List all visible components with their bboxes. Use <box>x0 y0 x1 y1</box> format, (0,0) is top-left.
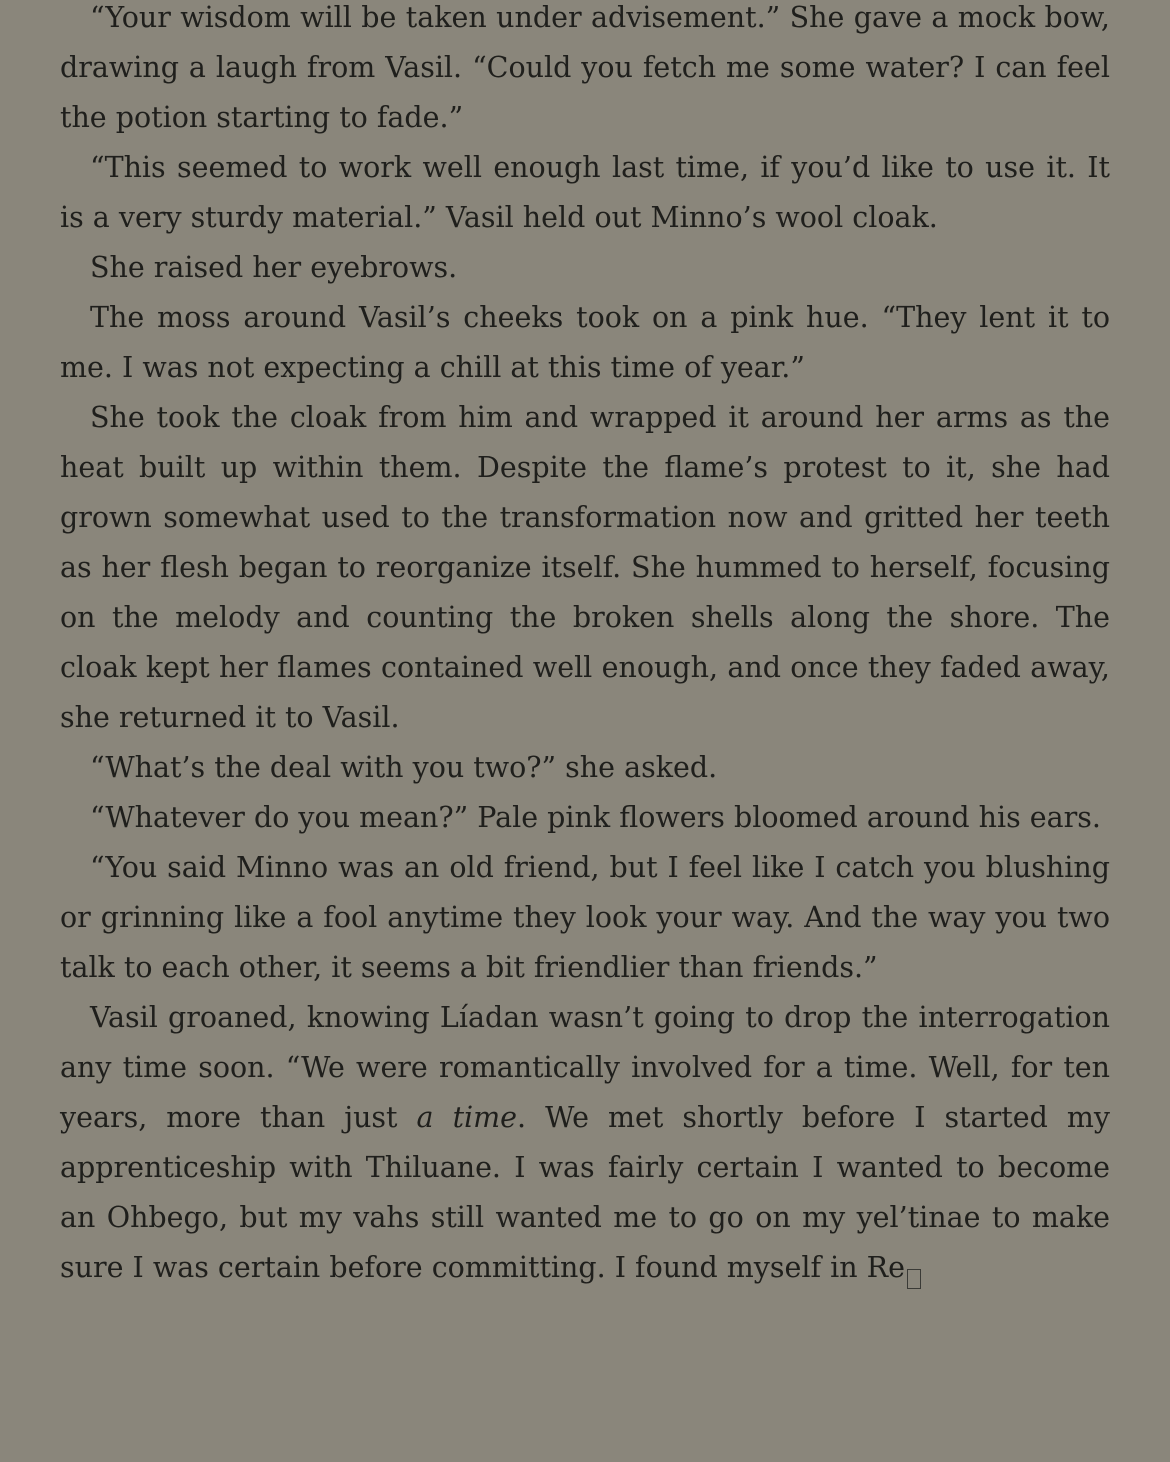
paragraph: “You said Minno was an old friend, but I feel like I catch you blushing or grinning like a fool anytime they look your way. And the way you two talk to each other, it seems a bit friendlier than friends.” <box>60 851 1110 984</box>
paragraph: “This seemed to work well enough last time, if you’d like to use it. It is a very sturdy material.” Vasil held out Minno’s wool cloak. <box>60 151 1110 234</box>
italic-emphasis: a time <box>416 1101 518 1134</box>
paragraph: “Your wisdom will be taken under advisement.” She gave a mock bow, drawing a laugh from Vasil. “Could you fetch me some water? I can feel the potion starting to fade.” <box>60 1 1110 134</box>
text-run: Vasil groaned, knowing Líadan wasn’t going to drop the interrogation any time soon. “We were romantically involved for a time. Well, for ten years, more than just <box>60 1001 1110 1134</box>
book-page <box>60 0 1110 1293</box>
missing-glyph-icon <box>907 1269 921 1289</box>
text-run: . We met shortly before I started my apprenticeship with Thiluane. I was fairly certain I wanted to become an Ohbego, but my vahs still wanted me to go on my yel’tinae to make sure I was certain before committing. I found myself in Re <box>60 1101 1110 1284</box>
paragraph: “What’s the deal with you two?” she asked. <box>90 751 718 784</box>
paragraph: “Whatever do you mean?” Pale pink flowers bloomed around his ears. <box>90 801 1101 834</box>
paragraph: She took the cloak from him and wrapped it around her arms as the heat built up within them. Despite the flame’s protest to it, she had grown somewhat used to the transformation now and gritted her teeth as her flesh began to reorganize itself. She hummed to herself, focusing on the melody and counting the broken shells along the shore. The cloak kept her flames contained well enough, and once they faded away, she returned it to Vasil. <box>60 401 1110 734</box>
paragraph <box>60 993 1110 1293</box>
paragraph: She raised her eyebrows. <box>90 251 458 284</box>
paragraph: The moss around Vasil’s cheeks took on a pink hue. “They lent it to me. I was not expecting a chill at this time of year.” <box>60 301 1110 384</box>
